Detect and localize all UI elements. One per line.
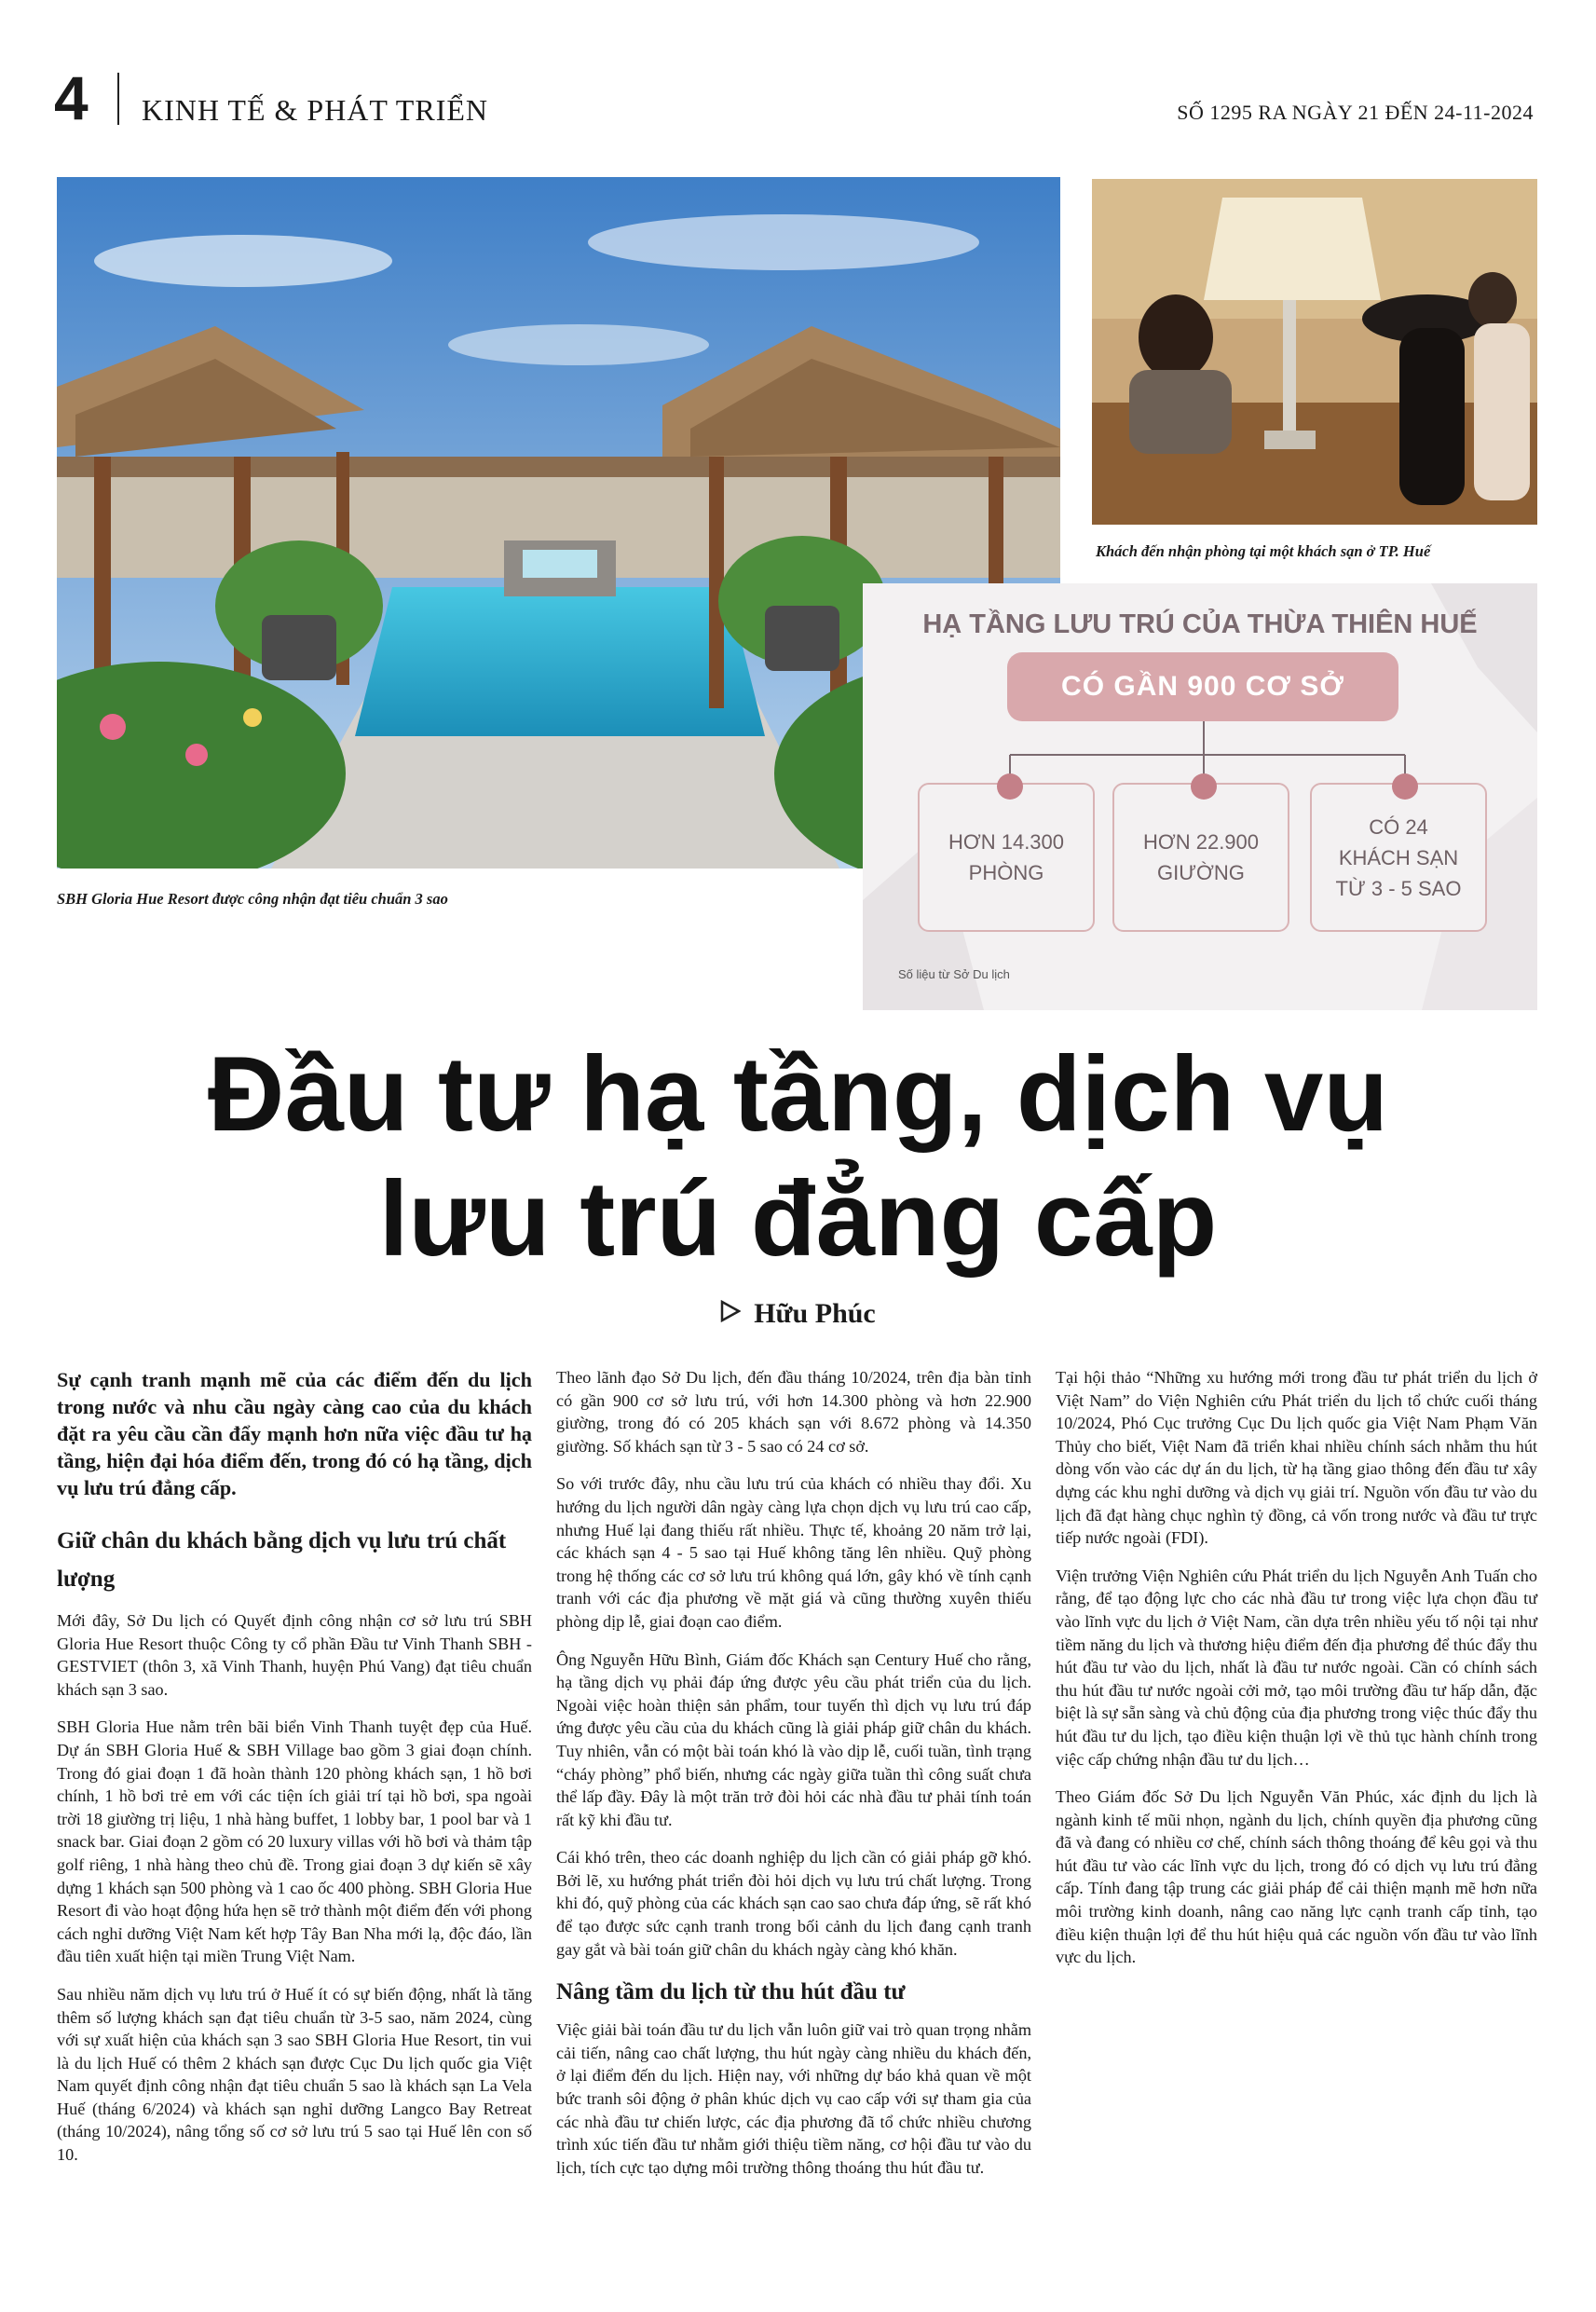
article-headline [0,1033,1596,1282]
section-title: KINH TẾ & PHÁT TRIỂN [142,93,488,127]
article-lead: Sự cạnh tranh mạnh mẽ của các điểm đến du lịch trong nước và nhu cầu ngày càng cao của du khách đặt ra yêu cầu cần đẩy mạnh hơn nữa việc đầu tư hạ tầng, hiện đại hóa điểm đến, trong đó có hạ tầng, dịch vụ lưu trú đẳng cấp. [57,1368,532,1499]
play-triangle-icon [720,1300,741,1322]
paragraph: Tại hội thảo “Những xu hướng mới trong đầu tư phát triển du lịch ở Việt Nam” do Viện Nghiên cứu Phát triển du lịch tổ chức cuối tháng 10/2024, Phó Cục trưởng Cục Du lịch quốc gia Việt Nam Phạm Văn Thủy cho biết, Việt Nam đã triển khai nhiều chính sách nhằm thu hút dòng vốn vào các dự án du lịch, từ hạ tầng giao thông đến đầu tư xây dựng các khu nghỉ dưỡng và dịch vụ giải trí. Nguồn vốn đầu tư vào du lịch đã đạt hàng chục nghìn tỷ đồng, cả vốn trong nước và đầu tư trực tiếp nước ngoài (FDI). [1056,1368,1537,1548]
paragraph: Sau nhiều năm dịch vụ lưu trú ở Huế ít có sự biến động, nhất là tăng thêm số lượng khách sạn đạt tiêu chuẩn từ 3-5 sao, năm 2024, cùng với sự xuất hiện của khách sạn 3 sao SBH Gloria Hue Resort, tin vui là du lịch Huế có thêm 2 khách sạn được Cục Du lịch quốc gia Việt Nam quyết định công nhận đạt tiêu chuẩn 5 sao là khách sạn La Vela Huế (tháng 6/2024) và khách sạn nghỉ dưỡng Langco Bay Retreat (tháng 10/2024), nâng tổng số cơ sở lưu trú 5 sao tại Huế lên con số 10. [57,1984,532,2165]
infographic-box-line: GIƯỜNG [1157,861,1245,884]
hotel-reception-photo-icon [1092,179,1537,525]
paragraph: So với trước đây, nhu cầu lưu trú của khách có nhiều thay đổi. Xu hướng du lịch người dân ngày càng lựa chọn dịch vụ lưu trú cao cấp, nhưng Huế lại đang thiếu rất nhiều. Thực tế, khoảng 20 năm trở lại, các khách sạn 4 - 5 sao tại Huế không tăng lên nhiều. Quỹ phòng trong hệ thống các cơ sở lưu trú không quá lớn, gây khó về tính cạnh tranh với các địa phương về mặt giá và cũng thường xuyên thiếu phòng dịp lễ, giai đoạn cao điểm. [556,1474,1031,1631]
infographic-box-line: KHÁCH SẠN [1338,845,1459,869]
infographic-box-line: HƠN 14.300 [948,830,1065,854]
infographic-title: HẠ TẦNG LƯU TRÚ CỦA THỪA THIÊN HUẾ [922,609,1478,639]
header-divider [117,73,119,125]
paragraph: Việc giải bài toán đầu tư du lịch vẫn luôn giữ vai trò quan trọng nhằm cải tiến, nâng cao chất lượng, thu hút ngày càng nhiều du khách đến, ở lại điểm đến du lịch. Hiện nay, với những dự báo khả quan về một bức tranh sôi động ở phân khúc dịch vụ cao cấp với sự tham gia của các nhà đầu tư chiến lược, các địa phương đã tổ chức nhiều chương trình xúc tiến đầu tư nhằm giới thiệu tiềm năng, cơ hội đầu tư vào du lịch, tích cực tạo dựng môi trường thông thoáng thu hút đầu tư. [556,2020,1031,2177]
infographic-box-line: TỪ 3 - 5 SAO [1335,876,1462,900]
accommodation-infographic [863,583,1537,1010]
infographic-headline: CÓ GẦN 900 CƠ SỞ [1007,652,1398,721]
page-number: 4 [54,63,89,132]
subheading: Nâng tầm du lịch từ thu hút đầu tư [556,1979,906,2005]
paragraph: Ông Nguyễn Hữu Bình, Giám đốc Khách sạn Century Huế cho rằng, hạ tầng dịch vụ phải đáp ứng được yêu cầu phát triển của du lịch. Ngoài việc hoàn thiện sản phẩm, tour tuyến thì dịch vụ lưu trú đáp ứng được yêu cầu của du khách cũng là giải pháp giữ chân du khách. Tuy nhiên, vẫn có một bài toán khó là vào dịp lễ, cuối tuần, tình trạng “cháy phòng” phổ biến, nhưng các ngày giữa tuần thì công suất chưa thể lấp đầy. Đây là một trăn trở đòi hỏi các nhà đầu tư phải tính toán rất kỹ khi đầu tư. [556,1649,1031,1829]
headline-line: lưu trú đẳng cấp [378,1160,1218,1279]
article-column-1 [57,1366,532,2182]
connector-dot [997,773,1023,800]
subheading: Giữ chân du khách bằng dịch vụ lưu trú chất lượng [57,1528,507,1592]
paragraph: Cái khó trên, theo các doanh nghiệp du lịch cần có giải pháp gỡ khó. Bởi lẽ, xu hướng phát triển đòi hỏi dịch vụ lưu trú chất lượng. Trong khi đó, quỹ phòng của các khách sạn cao sao chưa đáp ứng, sẽ rất khó để tạo được sức cạnh tranh trong bối cảnh du lịch đang cạnh tranh gay gắt và bài toán giữ chân du khách ngày càng khó khăn. [556,1848,1031,1959]
paragraph: Theo lãnh đạo Sở Du lịch, đến đầu tháng 10/2024, trên địa bàn tỉnh có gần 900 cơ sở lưu trú, với hơn 14.300 phòng và hơn 22.900 giường, trong đó có 205 khách sạn với 8.672 phòng và 14.350 giường. Số khách sạn từ 3 - 5 sao có 24 cơ sở. [556,1368,1031,1456]
paragraph: SBH Gloria Hue nằm trên bãi biển Vinh Thanh tuyệt đẹp của Huế. Dự án SBH Gloria Huế & SBH Village bao gồm 3 giai đoạn chính. Trong đó giai đoạn 1 đã hoàn thành 120 phòng khách sạn, 1 hồ bơi chính, 1 hồ bơi trẻ em với các tiện ích giải trí tại hồ bơi, spa ngoài trời 18 giường trị liệu, 1 nhà hàng buffet, 1 lobby bar, 1 pool bar và 1 snack bar. Giai đoạn 2 gồm có 20 luxury villas với hồ bơi và thảm tập golf riêng, 1 nhà hàng theo chủ đề. Trong giai đoạn 3 dự kiến sẽ xây dựng 1 khách sạn 500 phòng và 1 cao ốc 400 phòng. SBH Gloria Hue Resort đi vào hoạt động hứa hẹn sẽ trở thành một điểm đến với phong cách nghỉ dưỡng Việt Nam kết hợp Tây Ban Nha mới lạ, độc đáo, lần đầu tiên xuất hiện tại miền Trung Việt Nam. [57,1717,532,1966]
article-column-2 [556,1366,1031,2194]
connector-dot [1392,773,1418,800]
article-column-3 [1056,1366,1537,1984]
paragraph: Theo Giám đốc Sở Du lịch Nguyễn Văn Phúc, xác định du lịch là ngành kinh tế mũi nhọn, ngành du lịch, chính quyền địa phương cũng đã và đang có nhiều cơ chế, chính sách thông thoáng để kêu gọi và thu hút đầu tư vào các lĩnh vực du lịch, trong đó có dịch vụ lưu trú đẳng cấp. Tính đang tập trung các giải pháp để cải thiện mạnh mẽ hơn nữa môi trường kinh doanh, nâng cao năng lực cạnh tranh cấp tỉnh, tạo điều kiện thuận lợi để thu hút hiệu quả các nguồn vốn đầu tư vào lĩnh vực du lịch. [1056,1787,1537,1967]
infographic-box-line: PHÒNG [968,861,1044,884]
issue-info: SỐ 1295 RA NGÀY 21 ĐẾN 24-11-2024 [1177,101,1534,124]
author-name: Hữu Phúc [754,1298,876,1329]
hotel-reception-caption: Khách đến nhận phòng tại một khách sạn ở TP. Huế [1096,542,1431,560]
resort-photo-caption: SBH Gloria Hue Resort được công nhận đạt tiêu chuẩn 3 sao [57,890,448,908]
hotel-reception-photo [1092,179,1537,525]
infographic-box-line: CÓ 24 [1369,814,1428,839]
byline [0,1298,1596,1330]
connector-dot [1191,773,1217,800]
infographic-dots [863,583,1537,1010]
infographic-source: Số liệu từ Sở Du lịch [898,967,1010,981]
infographic-box-line: HƠN 22.900 [1142,830,1260,854]
headline-line: Đầu tư hạ tầng, dịch vụ [208,1035,1388,1154]
paragraph: Mới đây, Sở Du lịch có Quyết định công nhận cơ sở lưu trú SBH Gloria Hue Resort thuộc Công ty cổ phần Đầu tư Vinh Thanh SBH - GESTVIET (thôn 3, xã Vinh Thanh, huyện Phú Vang) đạt tiêu chuẩn khách sạn 3 sao. [57,1611,532,1699]
paragraph: Viện trưởng Viện Nghiên cứu Phát triển du lịch Nguyễn Anh Tuấn cho rằng, để tạo động lực cho các nhà đầu tư trong việc lựa chọn đầu tư vào lĩnh vực du lịch ở Việt Nam, cần dựa trên nhiều yếu tố nội tại như tiềm năng du lịch và thương hiệu điểm đến địa phương để thúc đẩy thu hút đầu tư vào du lịch, nhất là đầu tư nước ngoài. Cần có chính sách thu hút đầu tư nước ngoài cởi mở, tạo môi trường đầu tư hấp dẫn, đặc biệt là sự sẵn sàng và chủ động của địa phương trong việc thúc đẩy thu hút đầu tư du lịch, tạo điều kiện thuận lợi về thủ tục hành chính trong việc cấp chứng nhận đầu tư du lịch… [1056,1566,1537,1769]
